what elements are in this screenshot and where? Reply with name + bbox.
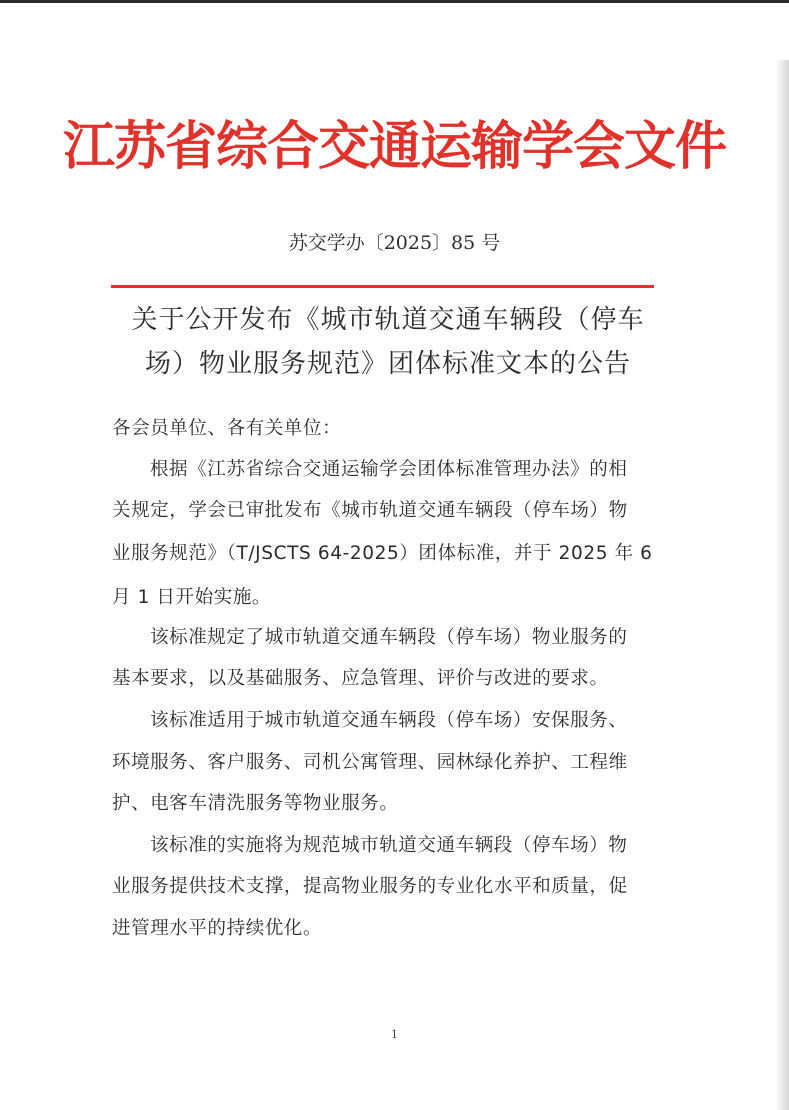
notice-title — [108, 298, 668, 386]
page-number: 1 — [391, 1028, 398, 1041]
salutation: 各会员单位、各有关单位： — [112, 418, 342, 439]
notice-title-line-1: 关于公开发布《城市轨道交通车辆段（停车 — [131, 305, 645, 335]
paragraph-3-line-1: 该标准适用于城市轨道交通车辆段（停车场）安保服务、 — [150, 710, 628, 731]
paragraph-3-line-3: 护、电客车清洗服务等物业服务。 — [112, 793, 399, 814]
document-number: 苏交学办〔2025〕85 号 — [288, 232, 501, 254]
paragraph-4-line-2: 业服务提供技术支撑，提高物业服务的专业化水平和质量，促 — [112, 876, 628, 897]
paragraph-1-line-3: 业服务规范》（T/JSCTS 64-2025）团体标准，并于 2025 年 6 — [112, 543, 653, 564]
paragraph-1-line-4: 月 1 日开始实施。 — [112, 587, 272, 608]
red-divider-line — [111, 285, 654, 288]
scan-top-edge — [0, 0, 789, 3]
notice-title-line-2: 场）物业服务规范》团体标准文本的公告 — [144, 349, 631, 379]
scan-right-edge — [775, 60, 789, 1110]
organization-header: 江苏省综合交通运输学会文件 — [62, 116, 726, 177]
paragraph-2-line-2: 基本要求，以及基础服务、应急管理、评价与改进的要求。 — [112, 668, 609, 689]
paragraph-3-line-2: 环境服务、客户服务、司机公寓管理、园林绿化养护、工程维 — [112, 752, 628, 773]
paragraph-2-line-1: 该标准规定了城市轨道交通车辆段（停车场）物业服务的 — [150, 627, 628, 648]
paragraph-4-line-3: 进管理水平的持续优化。 — [112, 918, 323, 939]
paragraph-4-line-1: 该标准的实施将为规范城市轨道交通车辆段（停车场）物 — [150, 835, 628, 856]
paragraph-1-line-1: 根据《江苏省综合交通运输学会团体标准管理办法》的相 — [150, 459, 628, 480]
paragraph-1-line-2: 关规定，学会已审批发布《城市轨道交通车辆段（停车场）物 — [112, 500, 628, 521]
